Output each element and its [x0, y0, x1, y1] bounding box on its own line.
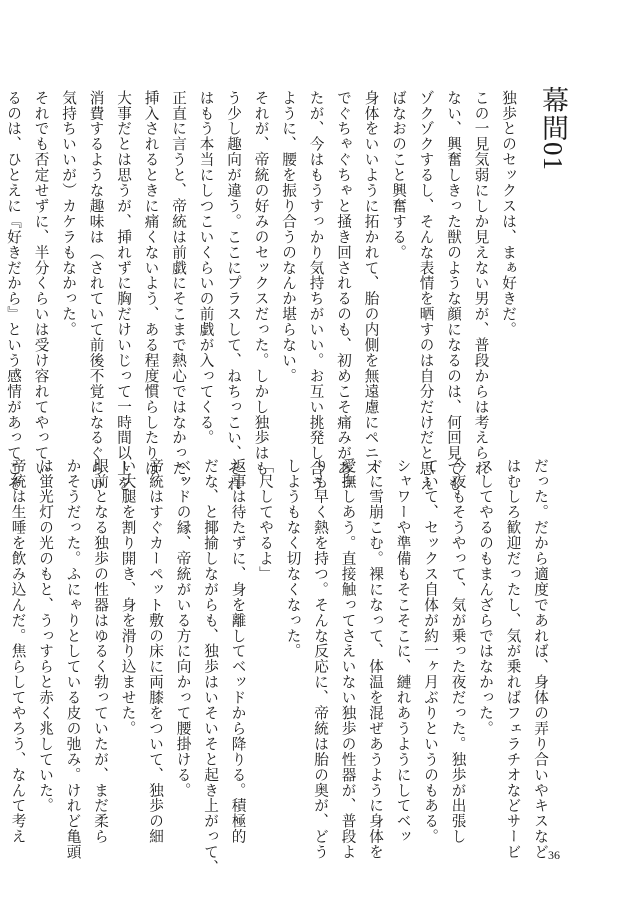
- text-line: ばなおのこと興奮する。: [390, 90, 407, 260]
- text-line: しようもなく切なくなった。: [284, 458, 302, 659]
- text-line: ない、興奮しきった獣のような顔になるのは、何回見ても: [445, 90, 462, 492]
- text-line: ドに雪崩こむ。裸になって、体温を混ぜあうように身体を: [367, 458, 384, 860]
- upper-text-block: [5, 90, 522, 492]
- text-line: ベッドの縁、帝統がいる方に向かって腰掛ける。: [174, 458, 192, 798]
- text-line: 大事だとは思うが、挿れずに胸だけいじって一時間以上を: [115, 90, 132, 492]
- text-line: はむしろ歓迎だったし、気が乗ればフェラチオなどサービ: [504, 458, 522, 860]
- text-line: 眼前となる独歩の性器はゆるく勃っていたが、まだ柔ら: [92, 458, 109, 845]
- text-line: 消費するような趣味は（されていて前後不覚になるぐらい: [87, 90, 105, 492]
- text-line: それが、帝統の好みのセックスだった。しかし独歩はも: [252, 90, 270, 477]
- text-line: 「尺してやるよ」: [257, 458, 274, 582]
- chapter-title: 幕間01: [538, 86, 568, 171]
- text-line: 独歩とのセックスは、まぁ好きだ。: [500, 90, 517, 338]
- text-line: りも早く熱を持つ。そんな反応に、帝統は胎の奥が、どう: [312, 458, 329, 860]
- text-line: う少し趣向が違う。ここにプラスして、ねちっこい、それ: [225, 90, 242, 492]
- text-line: るのは、ひとえに『好きだから』という感情があってこそ: [5, 90, 22, 492]
- text-line: かそうだった。ふにゃりとしている皮の弛み。けれど亀頭: [64, 458, 82, 860]
- text-line: [0, 458, 4, 808]
- text-line: 挿入されるときに痛くないよう、ある程度慣らしたりは: [142, 90, 160, 477]
- text-line: この一見気弱にしか見えない男が、普段からは考えられ: [472, 90, 490, 477]
- text-line: 正直に言うと、帝統は前戯にそこまで熱心ではなかった。: [170, 90, 187, 492]
- text-line: は蛍光灯の光のもと、うっすらと赤く兆していた。: [37, 458, 54, 814]
- text-line: 帝統は生唾を飲み込んだ。焦らしてやろう、なんて考え: [9, 458, 27, 845]
- text-line: 愛撫しあう。直接触ってさえいない独歩の性器が、普段よ: [339, 458, 357, 860]
- text-line: 帝統はすぐカーペット敷の床に両膝をついて、独歩の細: [147, 458, 164, 845]
- text-line: い大腿を割り開き、身を滑り込ませた。: [119, 458, 137, 737]
- text-line: ていて、セックス自体が約一ヶ月ぶりというのもある。: [422, 458, 439, 845]
- text-line: 気持ちいいが）カケラもなかった。: [60, 90, 77, 338]
- text-line: シャワーや準備もそこそこに、縺れあうようにしてベッ: [394, 458, 412, 845]
- text-line: 今夜もそうやって、気が乗った夜だった。独歩が出張し: [449, 458, 467, 845]
- text-line: 身体をいいように拓かれて、胎の内側を無遠慮にペニス: [362, 90, 380, 477]
- text-line: はもう本当にしつこいくらいの前戯が入ってくる。: [197, 90, 215, 446]
- text-line: ゾクゾクするし、そんな表情を晒すのは自分だけだと思え: [417, 90, 435, 492]
- text-line: でぐちゃぐちゃと掻き回されるのも、初めこそ痛みがあっ: [335, 90, 352, 492]
- text-line: たが、今はもうすっかり気持ちがいい。お互い挑発し合う: [307, 90, 325, 492]
- text-line: だった。だから適度であれば、身体の弄り合いやキスなど: [532, 458, 549, 860]
- text-line: スしてやるのもまんざらではなかった。: [477, 458, 494, 737]
- text-line: それでも否定せずに、半分くらいは受け容れてやってい: [32, 90, 50, 477]
- text-line: ように、腰を振り合うのなんか堪らない。: [280, 90, 297, 384]
- page-number: 36: [548, 848, 560, 862]
- text-line: だな、と揶揄しながらも、独歩はいそいそと起き上がって、: [202, 458, 219, 876]
- text-line: 返事は待たずに、身を離してベッドから降りる。積極的: [229, 458, 247, 845]
